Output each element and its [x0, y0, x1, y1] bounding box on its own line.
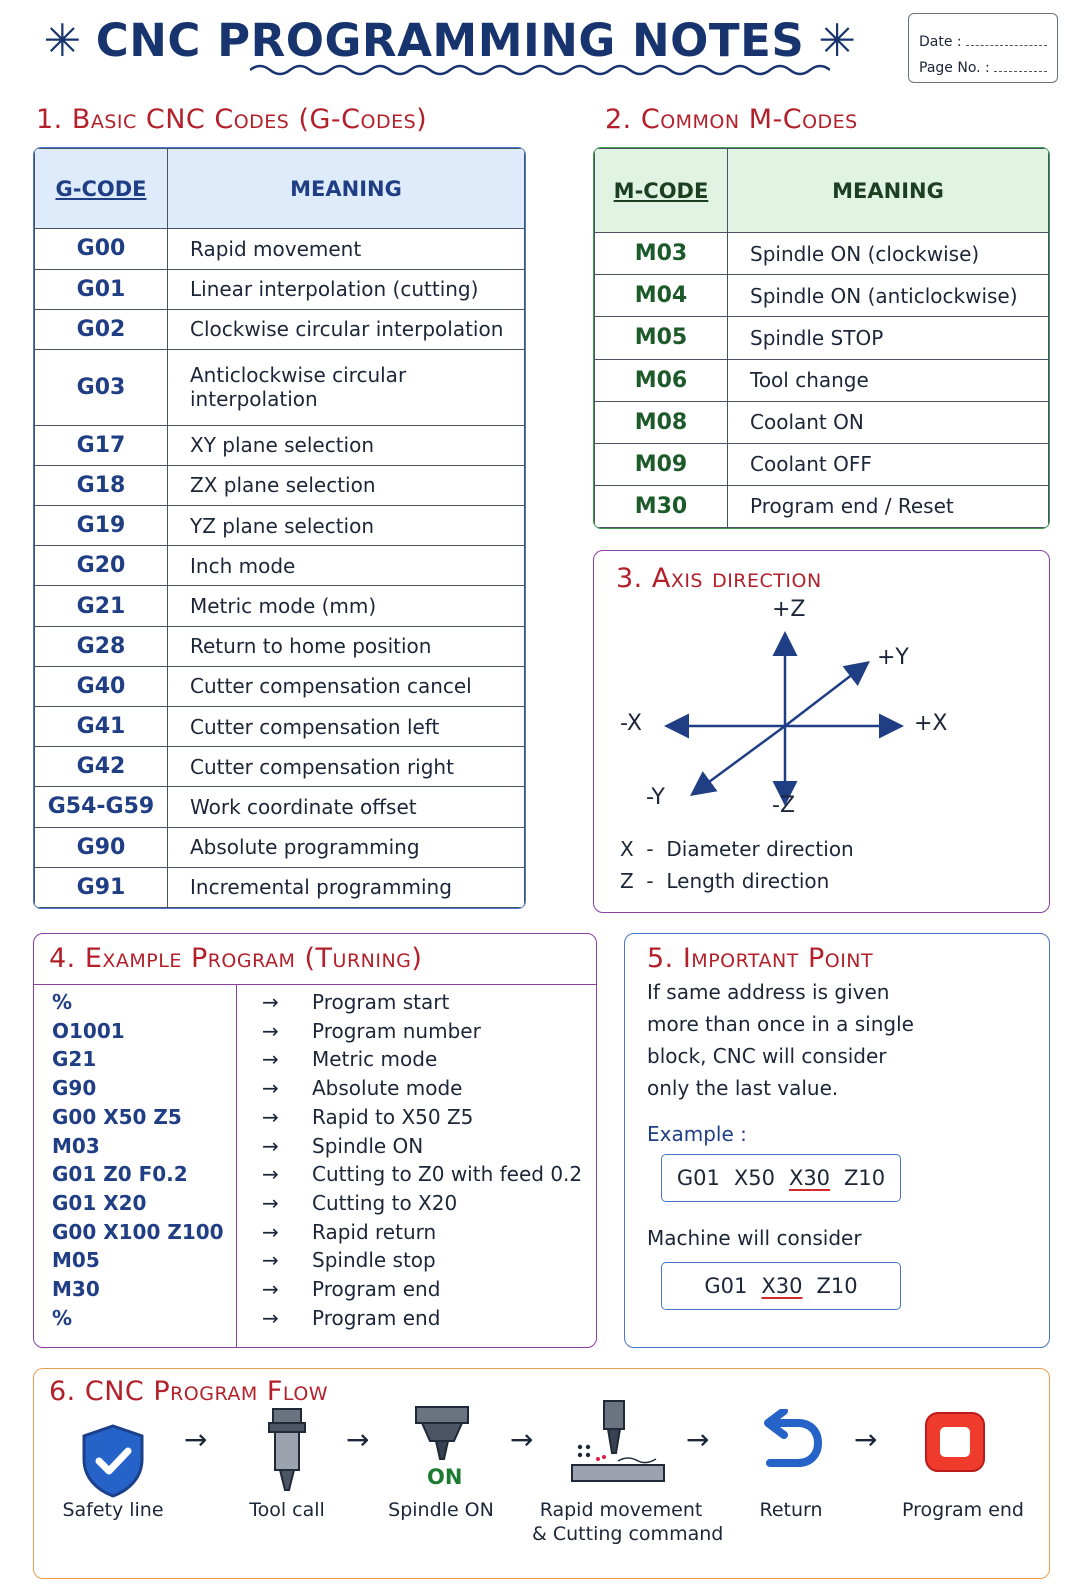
page-label: Page No. : — [919, 60, 990, 76]
flow-arrow-icon: → — [686, 1423, 710, 1456]
program-line — [34, 1103, 596, 1131]
tool-holder-icon — [267, 1407, 307, 1493]
program-code: G01 Z0 F0.2 — [52, 1162, 188, 1187]
program-description: Metric mode — [312, 1047, 438, 1072]
program-description: Rapid to X50 Z5 — [312, 1104, 474, 1129]
program-line — [34, 1132, 596, 1160]
table-row — [595, 275, 1049, 317]
code-cell: G91 — [35, 867, 168, 907]
flow-step-label: Spindle ON — [388, 1499, 494, 1521]
section-title-important: 5. Important Point — [647, 943, 874, 974]
program-line — [34, 988, 596, 1016]
code-cell: M06 — [595, 359, 728, 401]
program-code: G01 X20 — [52, 1190, 147, 1215]
axis-note-x — [620, 837, 854, 861]
important-line: only the last value. — [647, 1076, 839, 1100]
table-header-row — [595, 149, 1049, 233]
flow-step-label-line2: & Cutting command — [532, 1523, 724, 1545]
table-row — [595, 401, 1049, 443]
program-description: Program start — [312, 990, 450, 1014]
result-code-box — [661, 1262, 901, 1310]
arrow-right-icon: → — [262, 990, 279, 1014]
code-cell: G18 — [35, 465, 168, 505]
plus-y-axis-line — [785, 664, 866, 726]
meaning-cell: Metric mode (mm) — [168, 586, 525, 626]
page-header — [0, 14, 900, 67]
flow-step-label: Return — [759, 1499, 823, 1521]
spindle-icon — [412, 1405, 472, 1463]
important-text — [647, 976, 914, 1104]
meaning-cell: Cutter compensation left — [168, 706, 525, 746]
meaning-cell: YZ plane selection — [168, 506, 525, 546]
page-title-text: CNC PROGRAMMING NOTES — [95, 14, 805, 67]
meaning-cell: ZX plane selection — [168, 465, 525, 505]
code-word-highlight: X30 — [761, 1274, 803, 1298]
arrow-right-icon: → — [262, 1162, 279, 1187]
code-cell: M09 — [595, 443, 728, 485]
page-blank[interactable] — [994, 71, 1047, 72]
code-cell: G54-G59 — [35, 787, 168, 827]
code-cell: G28 — [35, 626, 168, 666]
table-row — [35, 827, 525, 867]
program-description: Absolute mode — [312, 1076, 463, 1101]
meaning-cell: Absolute programming — [168, 827, 525, 867]
meaning-cell: XY plane selection — [168, 425, 525, 465]
code-word: G01 — [676, 1166, 720, 1190]
note-axis-x: X — [620, 837, 634, 861]
program-code: % — [52, 990, 73, 1014]
star-icon: ✳ — [818, 14, 857, 67]
program-code: % — [52, 1305, 73, 1330]
meaning-cell: Return to home position — [168, 626, 525, 666]
page-title — [30, 14, 871, 67]
minus-x-label: -X — [620, 711, 642, 736]
meaning-cell: Cutter compensation right — [168, 747, 525, 787]
arrow-right-icon: → — [262, 1248, 279, 1273]
meaning-cell: Tool change — [728, 359, 1049, 401]
code-cell: M08 — [595, 401, 728, 443]
code-cell: M03 — [595, 233, 728, 275]
program-description: Rapid return — [312, 1219, 437, 1244]
mcode-table — [593, 147, 1050, 529]
code-cell: G41 — [35, 706, 168, 746]
plus-z-label: +Z — [772, 597, 806, 622]
code-cell: G03 — [35, 349, 168, 425]
program-line — [34, 1074, 596, 1102]
table-row — [595, 233, 1049, 275]
table-row — [35, 269, 525, 309]
meaning-cell: Clockwise circular interpolation — [168, 309, 525, 349]
date-blank[interactable] — [966, 45, 1047, 46]
program-line — [34, 1189, 596, 1217]
col-header-mcode: M-CODE — [595, 149, 728, 233]
meaning-cell: Program end / Reset — [728, 485, 1049, 527]
arrow-right-icon: → — [262, 1190, 279, 1215]
example-code-box — [661, 1154, 901, 1202]
axis-direction-box — [593, 550, 1050, 913]
title-underline-squiggle — [250, 62, 830, 78]
col-header-gcode: G-CODE — [35, 149, 168, 229]
section-title-flow: 6. CNC Program Flow — [49, 1376, 329, 1407]
col-header-meaning: MEANING — [728, 149, 1049, 233]
flow-step-label: Tool call — [249, 1499, 325, 1521]
meaning-cell: Rapid movement — [168, 229, 525, 269]
table-row — [35, 666, 525, 706]
section-title-axis: 3. Axis direction — [616, 563, 822, 594]
program-code: G00 X100 Z100 — [52, 1219, 224, 1244]
meaning-cell: Coolant OFF — [728, 443, 1049, 485]
table-row — [595, 317, 1049, 359]
code-cell: M04 — [595, 275, 728, 317]
table-row — [35, 506, 525, 546]
meaning-cell: Work coordinate offset — [168, 787, 525, 827]
col-header-meaning: MEANING — [168, 149, 525, 229]
flow-step-label: Safety line — [62, 1499, 164, 1521]
code-cell: G40 — [35, 666, 168, 706]
program-line — [34, 1017, 596, 1045]
code-word-highlight: X30 — [788, 1166, 831, 1190]
table-row — [35, 747, 525, 787]
arrow-right-icon: → — [262, 1018, 279, 1043]
arrow-right-icon: → — [262, 1047, 279, 1072]
code-cell: G90 — [35, 827, 168, 867]
program-code: M03 — [52, 1133, 100, 1158]
table-row — [35, 787, 525, 827]
meaning-cell: Anticlockwise circular interpolation — [168, 349, 525, 425]
note-axis-z: Z — [620, 869, 634, 893]
meaning-cell: Coolant ON — [728, 401, 1049, 443]
minus-z-label: -Z — [772, 793, 796, 818]
code-cell: G02 — [35, 309, 168, 349]
important-point-box — [624, 933, 1050, 1348]
example-label: Example : — [647, 1122, 747, 1146]
table-row — [595, 359, 1049, 401]
table-row — [35, 586, 525, 626]
table-row — [35, 626, 525, 666]
program-flow-box — [33, 1368, 1050, 1579]
example-program-box — [33, 933, 597, 1348]
table-row — [35, 465, 525, 505]
meaning-cell: Spindle ON (anticlockwise) — [728, 275, 1049, 317]
table-row — [35, 706, 525, 746]
flow-arrow-icon: → — [854, 1423, 878, 1456]
meaning-cell: Linear interpolation (cutting) — [168, 269, 525, 309]
code-word: X50 — [733, 1166, 775, 1190]
stop-icon — [922, 1409, 988, 1475]
flow-arrow-icon: → — [510, 1423, 534, 1456]
table-header-row — [35, 149, 525, 229]
code-cell: G19 — [35, 506, 168, 546]
program-code: G90 — [52, 1076, 97, 1101]
date-page-box — [908, 13, 1058, 83]
flow-arrow-icon: → — [346, 1423, 370, 1456]
arrow-right-icon: → — [262, 1104, 279, 1129]
minus-y-label: -Y — [646, 785, 665, 810]
flow-step-label: Rapid movement — [539, 1499, 703, 1521]
meaning-cell: Spindle STOP — [728, 317, 1049, 359]
table-row — [35, 867, 525, 907]
program-line — [34, 1045, 596, 1073]
spindle-on-badge: ON — [427, 1465, 463, 1489]
code-cell: G00 — [35, 229, 168, 269]
table-row — [35, 546, 525, 586]
table-row — [35, 229, 525, 269]
program-code: O1001 — [52, 1018, 125, 1043]
minus-y-axis-line — [694, 726, 785, 793]
program-description: Program number — [312, 1018, 481, 1043]
program-line — [34, 1160, 596, 1188]
meaning-cell: Cutter compensation cancel — [168, 666, 525, 706]
program-description: Program end — [312, 1277, 441, 1301]
table-row — [35, 309, 525, 349]
code-word: G01 — [704, 1274, 748, 1298]
note-text-x: Diameter direction — [666, 837, 854, 861]
meaning-cell: Incremental programming — [168, 867, 525, 907]
note-dash: - — [646, 869, 654, 893]
code-word: Z10 — [816, 1274, 858, 1298]
important-line: If same address is given — [647, 980, 890, 1004]
program-description: Spindle ON — [312, 1133, 424, 1158]
star-icon: ✳ — [43, 14, 82, 67]
code-cell: M05 — [595, 317, 728, 359]
meaning-cell: Inch mode — [168, 546, 525, 586]
axis-note-z — [620, 869, 829, 893]
table-row — [35, 349, 525, 425]
code-cell: G17 — [35, 425, 168, 465]
flow-arrow-icon: → — [184, 1423, 208, 1456]
gcode-table — [33, 147, 526, 909]
section-title-gcodes: 1. Basic CNC Codes (G-Codes) — [36, 104, 428, 135]
divider — [34, 984, 596, 985]
return-arrow-icon — [758, 1409, 824, 1475]
note-dash: - — [646, 837, 654, 861]
table-row — [35, 425, 525, 465]
program-line — [34, 1304, 596, 1332]
code-cell: M30 — [595, 485, 728, 527]
code-word: Z10 — [844, 1166, 886, 1190]
program-code: M30 — [52, 1277, 100, 1301]
arrow-right-icon: → — [262, 1277, 279, 1301]
arrow-right-icon: → — [262, 1305, 279, 1330]
program-code: G21 — [52, 1047, 97, 1072]
arrow-right-icon: → — [262, 1076, 279, 1101]
program-description: Spindle stop — [312, 1248, 436, 1273]
program-description: Cutting to Z0 with feed 0.2 — [312, 1162, 583, 1187]
program-code: G00 X50 Z5 — [52, 1104, 182, 1129]
code-cell: G20 — [35, 546, 168, 586]
program-line — [34, 1246, 596, 1274]
program-description: Cutting to X20 — [312, 1190, 458, 1215]
program-description: Program end — [312, 1305, 441, 1330]
table-row — [595, 443, 1049, 485]
section-title-example: 4. Example Program (Turning) — [49, 943, 423, 974]
note-text-z: Length direction — [666, 869, 830, 893]
section-title-mcodes: 2. Common M-Codes — [605, 104, 858, 135]
arrow-right-icon: → — [262, 1133, 279, 1158]
program-line — [34, 1275, 596, 1303]
program-line — [34, 1218, 596, 1246]
important-line: more than once in a single — [647, 1012, 914, 1036]
plus-y-label: +Y — [877, 645, 909, 670]
code-cell: G42 — [35, 747, 168, 787]
table-row — [595, 485, 1049, 527]
important-line: block, CNC will consider — [647, 1044, 887, 1068]
code-cell: G21 — [35, 586, 168, 626]
program-code: M05 — [52, 1248, 100, 1273]
code-cell: G01 — [35, 269, 168, 309]
meaning-cell: Spindle ON (clockwise) — [728, 233, 1049, 275]
flow-step-label: Program end — [902, 1499, 1024, 1521]
result-label: Machine will consider — [647, 1226, 862, 1250]
date-label: Date : — [919, 34, 962, 50]
plus-x-label: +X — [914, 711, 948, 736]
arrow-right-icon: → — [262, 1219, 279, 1244]
shield-check-icon — [80, 1423, 146, 1499]
cutting-tool-icon — [568, 1399, 668, 1489]
